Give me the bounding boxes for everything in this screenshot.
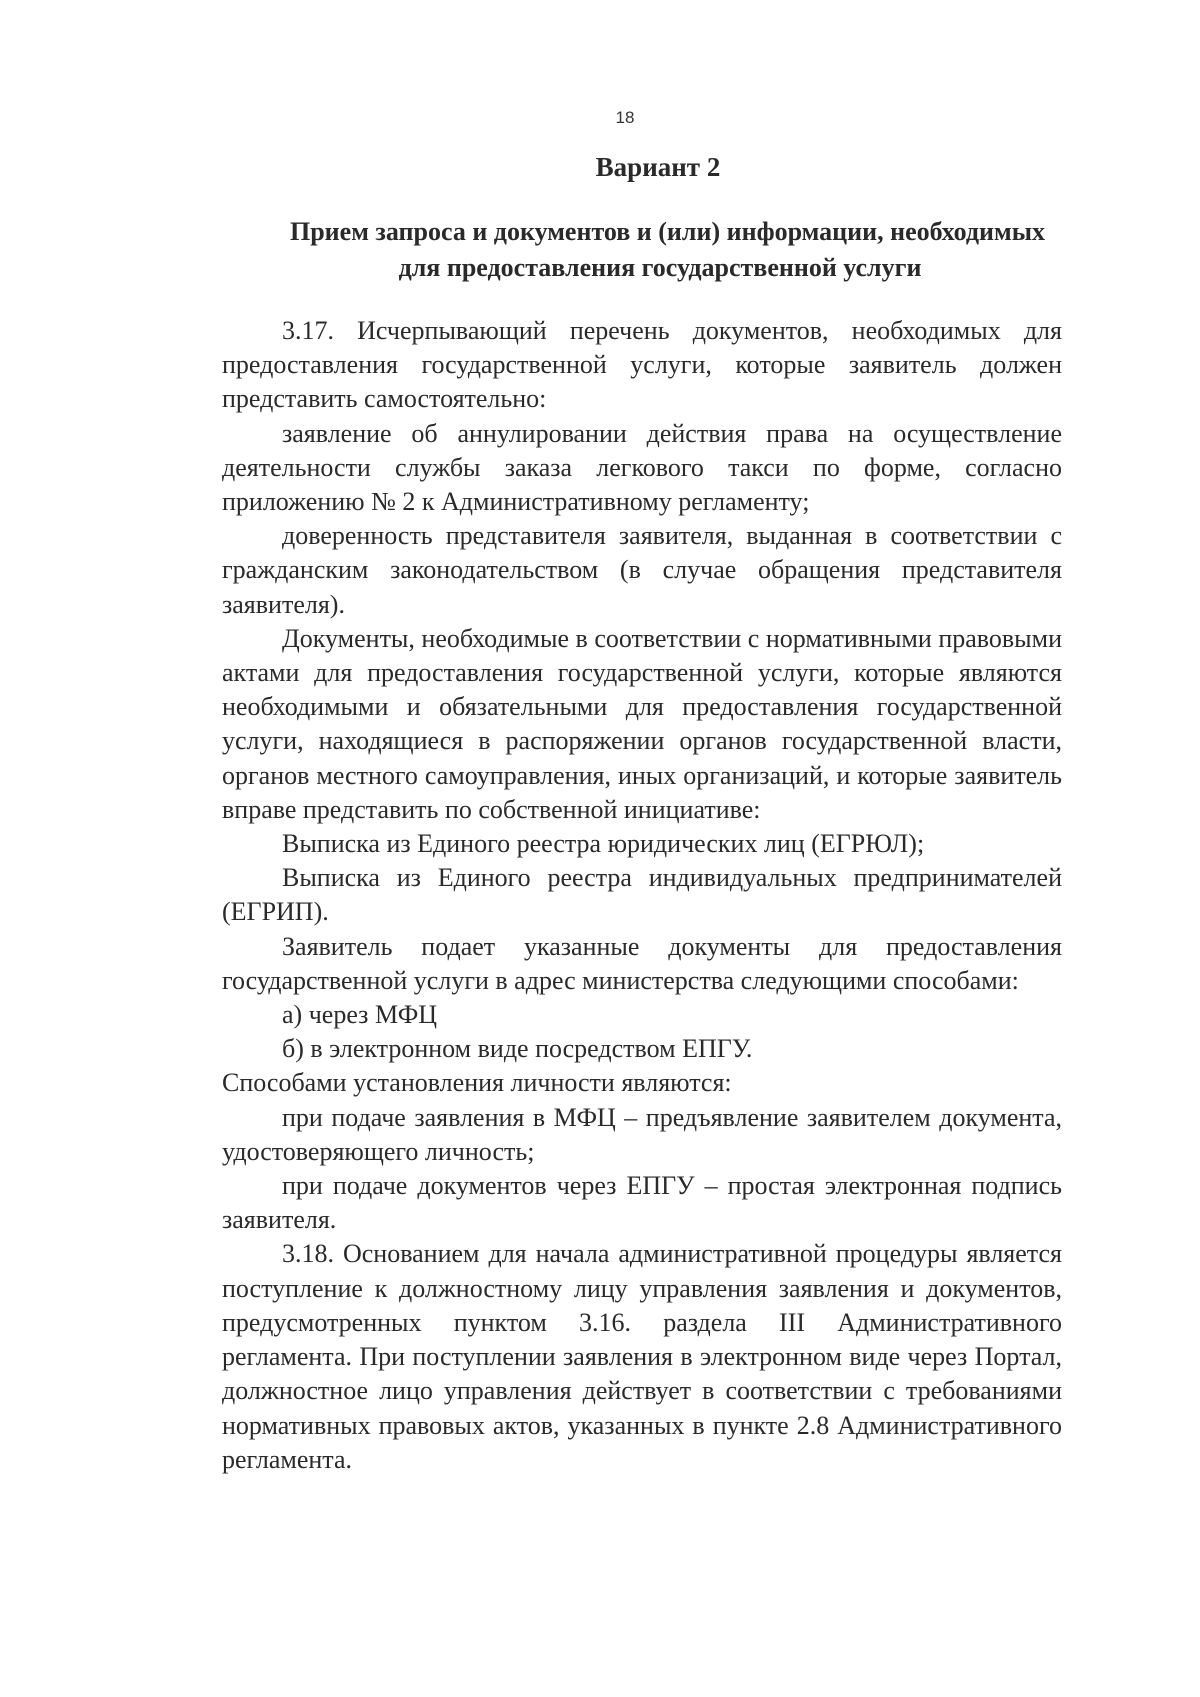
paragraph-power-of-attorney: доверенность представителя заявителя, выданная в соответствии с гражданским законодательством (в случае обращения представителя заявителя). [222,521,1062,619]
variant-heading: Вариант 2 [595,152,721,182]
paragraph-3-17: 3.17. Исчерпывающий перечень документов, необходимых для предоставления государственной услуги, которые заявитель должен представить самостоятельно: [222,316,1062,414]
page-number: 18 [615,108,635,127]
paragraph-egrip: Выписка из Единого реестра индивидуальных предпринимателей (ЕГРИП). [222,863,1062,927]
section-title [290,214,1046,286]
paragraph-submission-methods: Заявитель подает указанные документы для предоставления государственной услуги в адрес министерства следующими способами: [222,931,1062,995]
paragraph-documents: Документы, необходимые в соответствии с нормативными правовыми актами для предоставления государственной услуги, которые являются необходимыми и обязательными для предоставления государственной услуги, находящиеся в распоряжении органов государственной власти, органов местного самоуправления, иных организаций, и которые заявитель вправе представить по собственной инициативе: [222,623,1062,824]
paragraph-application: заявление об аннулировании действия права на осуществление деятельности службы заказа легкового такси по форме, согласно приложению № 2 к Административному регламенту; [222,418,1062,517]
paragraph-3-18: 3.18. Основанием для начала административной процедуры является поступление к должностному лицу управления заявления и документов, предусмотренных пунктом 3.16. раздела III Административного регламента. При поступлении заявления в электронном виде через Портал, должностное лицо управления действует в соответствии с требованиями нормативных правовых актов, указанных в пункте 2.8 Административного регламента. [222,1239,1062,1474]
document-body [222,314,1062,1477]
section-title-line-2: для предоставления государственной услуги [398,253,922,282]
section-title-line-1: Прием запроса и документов и (или) информации, необходимых [290,217,1046,246]
paragraph-egrul: Выписка из Единого реестра юридических лиц (ЕГРЮЛ); [282,829,925,859]
list-item-mfc: а) через МФЦ [282,1000,438,1030]
paragraph-identity-epgu: при подаче документов через ЕПГУ – простая электронная подпись заявителя. [222,1171,1062,1235]
paragraph-identity-methods: Способами установления личности являются: [222,1068,732,1098]
list-item-epgu: б) в электронном виде посредством ЕПГУ. [282,1034,753,1064]
paragraph-identity-mfc: при подаче заявления в МФЦ – предъявление заявителем документа, удостоверяющего личность; [222,1102,1062,1166]
